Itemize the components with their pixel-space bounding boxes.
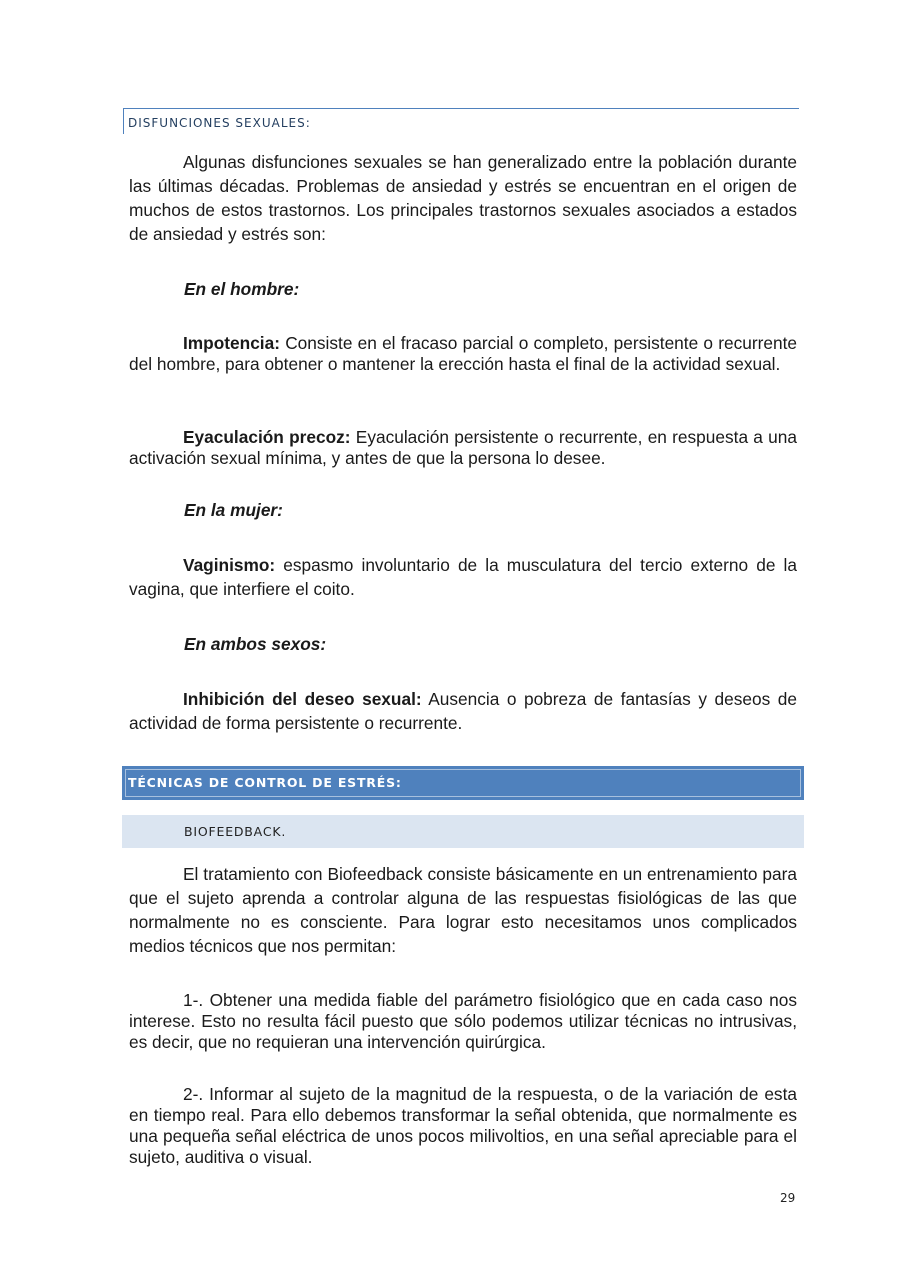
term-impotencia: Impotencia: xyxy=(183,333,280,353)
step-2-text: 2-. Informar al sujeto de la magnitud de la respuesta, o de la variación de esta en tiempo real. Para ello debemos transformar la señal obtenida, que normalmente es una pequeña señal eléctrica de unos pocos milivoltios, en una señal apreciable para el sujeto, auditiva o visual. xyxy=(129,1084,797,1167)
item-vaginismo xyxy=(129,553,797,601)
step-1-text: 1-. Obtener una medida fiable del parámetro fisiológico que en cada caso nos interese. Esto no resulta fácil puesto que sólo podemos utilizar técnicas no intrusivas, es decir, que no requieran una intervención quirúrgica. xyxy=(129,990,797,1052)
item-inhibicion xyxy=(129,687,797,735)
intro-paragraph xyxy=(129,150,797,246)
item-eyaculacion xyxy=(129,427,797,469)
term-vaginismo: Vaginismo: xyxy=(183,555,276,575)
subsection-heading-biofeedback xyxy=(122,815,804,848)
page-number: 29 xyxy=(780,1191,796,1205)
text-impotencia: Consiste en el fracaso parcial o completo, persistente o recurrente del hombre, para obtener o mantener la erección hasta el final de la actividad sexual. xyxy=(129,333,797,374)
section-heading-text: DISFUNCIONES SEXUALES: xyxy=(128,116,311,130)
section-heading-disfunciones xyxy=(123,108,799,134)
item-impotencia xyxy=(129,333,797,375)
step-2 xyxy=(129,1084,797,1168)
text-eyaculacion: Eyaculación persistente o recurrente, en respuesta a una activación sexual mínima, y antes de que la persona lo desee. xyxy=(129,427,798,468)
subheading-both: En ambos sexos: xyxy=(184,634,327,654)
section-heading-tecnicas xyxy=(122,766,804,800)
intro-text: Algunas disfunciones sexuales se han generalizado entre la población durante las últimas décadas. Problemas de ansiedad y estrés se encuentran en el origen de muchos de estos trastornos. Los principales trastornos sexuales asociados a estados de ansiedad y estrés son: xyxy=(129,152,797,244)
subheading-men: En el hombre: xyxy=(184,279,300,299)
term-eyaculacion: Eyaculación precoz: xyxy=(183,427,351,447)
step-1 xyxy=(129,990,797,1053)
subsection-heading-text: BIOFEEDBACK. xyxy=(184,824,287,839)
section-heading-tecnicas-text: TÉCNICAS DE CONTROL DE ESTRÉS: xyxy=(128,775,402,790)
subheading-women: En la mujer: xyxy=(184,500,283,520)
term-inhibicion: Inhibición del deseo sexual: xyxy=(183,689,422,709)
text-vaginismo: espasmo involuntario de la musculatura del tercio externo de la vagina, que interfiere el coito. xyxy=(129,555,797,599)
biofeedback-intro-text: El tratamiento con Biofeedback consiste básicamente en un entrenamiento para que el sujeto aprenda a controlar alguna de las respuestas fisiológicas de las que normalmente no es consciente. Para lograr esto necesitamos unos complicados medios técnicos que nos permitan: xyxy=(129,864,797,956)
text-inhibicion: Ausencia o pobreza de fantasías y deseos de actividad de forma persistente o recurrente. xyxy=(129,689,797,733)
biofeedback-intro xyxy=(129,862,797,958)
